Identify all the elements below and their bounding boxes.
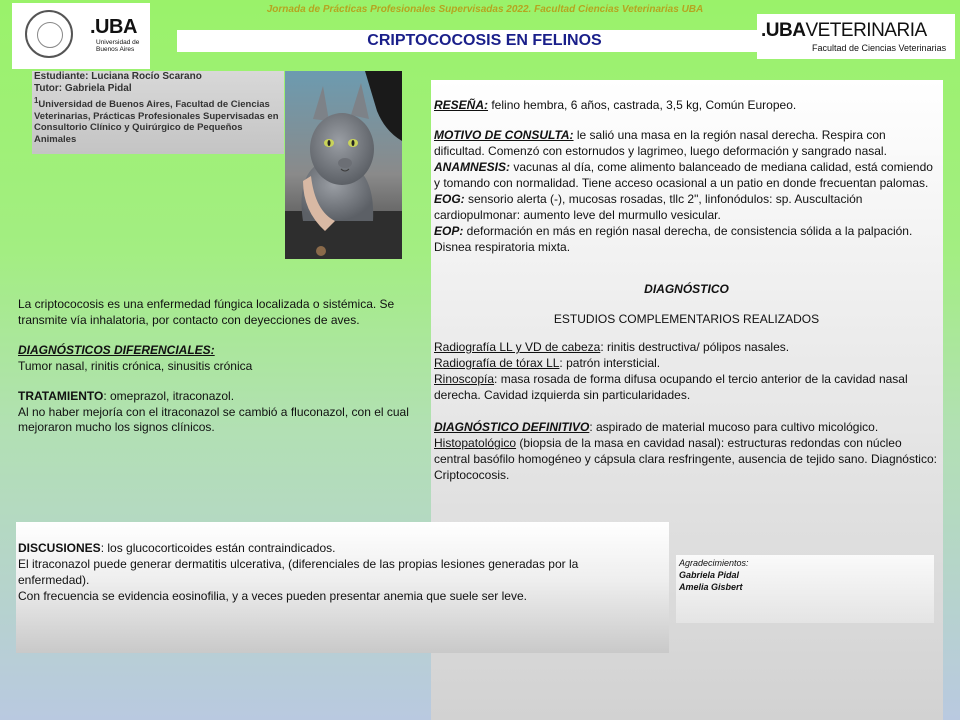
ack-title: Agradecimientos: (679, 558, 749, 568)
tutor-name: Tutor: Gabriela Pidal (34, 83, 132, 94)
poster-title: CRIPTOCOCOSIS EN FELINOS (367, 32, 602, 49)
treatment-text: : omeprazol, itraconazol. (103, 389, 235, 403)
discussion-label: DISCUSIONES (18, 541, 101, 555)
diagnostico-definitivo-label: DIAGNÓSTICO DEFINITIVO (434, 420, 590, 434)
rinoscopia-line (434, 371, 939, 403)
anamnesis-line (434, 159, 939, 191)
motivo-label: MOTIVO DE CONSULTA: (434, 128, 574, 142)
intro-paragraph: La criptococosis es una enfermedad fúngica localizada o sistémica. Se transmite vía inhalatoria, por contacto con deyecciones de aves. (18, 297, 395, 327)
vet-wordmark-rest: VETERINARIA (805, 20, 927, 41)
affiliation-text: Universidad de Buenos Aires, Facultad de Ciencias Veterinarias, Prácticas Profesionales Supervisadas en Consultorio Clínico y Quirúrgico de Pequeños Animales (34, 99, 279, 145)
event-line: Jornada de Prácticas Profesionales Supervisadas 2022. Facultad Ciencias Veterinarias UBA (266, 4, 704, 15)
author-box (32, 71, 284, 154)
diagnostico-definitivo-text: : aspirado de material mucoso para cultivo micológico. (589, 420, 879, 434)
histopatologico-line (434, 435, 939, 483)
eop-text: deformación en más en región nasal derecha, de consistencia sólida a la palpación. Disnea respiratoria mixta. (434, 224, 913, 254)
treatment-paragraph (18, 389, 423, 436)
left-text-block (18, 297, 423, 451)
right-text-block (434, 97, 939, 483)
eog-text: sensorio alerta (-), mucosas rosadas, tllc 2", linfonódulos: sp. Auscultación cardiopulmonar: aumento leve del murmullo vesicular. (434, 192, 863, 222)
motivo-line (434, 127, 939, 159)
motivo-text: le salió una masa en la región nasal derecha. Respira con dificultad. Comenzó con estornudos y lagrimeo, luego deformación y sangrado nasal. (434, 128, 887, 158)
radiografia-torax-label: Radiografía de tórax LL (434, 356, 560, 370)
ack-name: Amelia Gisbert (679, 582, 743, 592)
histopatologico-label: Histopatológico (434, 436, 517, 450)
diagnostico-title: DIAGNÓSTICO (644, 282, 729, 296)
vet-subtitle: Facultad de Ciencias Veterinarias (812, 43, 947, 53)
uba-veterinaria-logo (757, 14, 955, 59)
vet-wordmark-bold: .UBA (761, 20, 806, 41)
radiografia-torax-text: : patrón intersticial. (559, 356, 661, 370)
discussion-text (18, 540, 648, 604)
student-name: Estudiante: Luciana Rocío Scarano (34, 71, 202, 82)
eop-label: EOP: (434, 224, 464, 238)
diagnostico-definitivo-line (434, 419, 939, 435)
differentials-paragraph (18, 343, 423, 374)
uba-seal-inner (37, 22, 63, 48)
affiliation-sup: 1 (34, 96, 39, 105)
differentials-text: Tumor nasal, rinitis crónica, sinusitis crónica (18, 358, 253, 373)
treatment-text-2: Al no haber mejoría con el itraconazol se cambió a fluconazol, con el cual mejoraron mucho los signos clínicos. (18, 404, 409, 434)
discussion-text-1: : los glucocorticoides están contraindicados. (100, 541, 336, 555)
discussion-line-2: El itraconazol puede generar dermatitis ulcerativa, (diferenciales de las propias lesiones generadas por la enfermedad). (18, 557, 579, 587)
cat-photo-drawing (285, 71, 402, 259)
eog-line (434, 191, 939, 223)
discussion-line-1 (18, 540, 648, 556)
radiografia-torax-line (434, 355, 939, 371)
radiografia-cabeza-label: Radiografía LL y VD de cabeza (434, 340, 601, 354)
rinoscopia-text: : masa rosada de forma difusa ocupando el tercio anterior de la cavidad nasal derecha. Cavidad izquierda sin particularidades. (434, 372, 908, 402)
cat-photo (285, 71, 402, 259)
affiliation (32, 95, 284, 145)
radiografia-cabeza-text: : rinitis destructiva/ pólipos nasales. (600, 340, 790, 354)
resena-text: felino hembra, 6 años, castrada, 3,5 kg, Común Europeo. (488, 98, 797, 112)
histopatologico-text: (biopsia de la masa en cavidad nasal): estructuras redondas con núcleo central basófilo homogéneo y cápsula clara resfringente, ausencia de tejido sano. Diagnóstico: Criptococosis. (434, 436, 937, 482)
acknowledgements-box (676, 555, 934, 623)
treatment-heading: TRATAMIENTO (18, 389, 104, 403)
uba-wordmark: .UBA (90, 16, 137, 38)
uba-logo (12, 3, 150, 69)
uba-subtitle: Universidad de Buenos Aires (96, 39, 140, 53)
radiografia-cabeza-line (434, 339, 939, 355)
resena-label: RESEÑA: (434, 98, 489, 112)
eop-line (434, 223, 939, 255)
discussion-line-3: Con frecuencia se evidencia eosinofilia, y a veces pueden presentar anemia que suele ser leve. (18, 589, 527, 603)
uba-seal-icon (25, 10, 73, 58)
vet-wordmark (761, 20, 927, 42)
estudios-title: ESTUDIOS COMPLEMENTARIOS REALIZADOS (553, 312, 820, 326)
anamnesis-text: vacunas al día, come alimento balanceado de mediana calidad, está comiendo y tomando con normalidad. Tiene acceso ocasional a un patio en donde frecuentan palomas. (434, 160, 933, 190)
rinoscopia-label: Rinoscopía (434, 372, 495, 386)
resena-line (434, 97, 939, 113)
differentials-heading: DIAGNÓSTICOS DIFERENCIALES: (18, 343, 215, 357)
ack-name: Gabriela Pidal (679, 570, 740, 580)
anamnesis-label: ANAMNESIS: (434, 160, 511, 174)
eog-label: EOG: (434, 192, 465, 206)
